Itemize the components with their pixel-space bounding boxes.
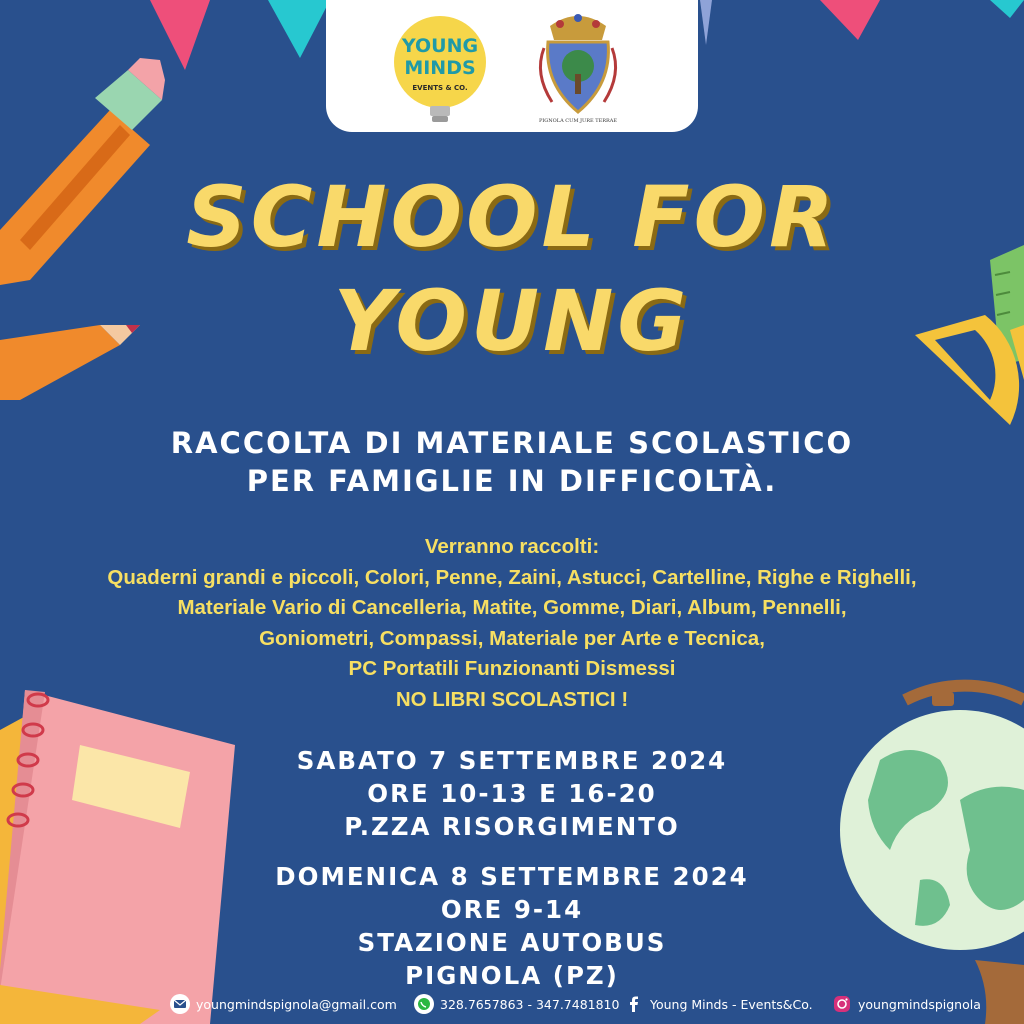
footer-phones[interactable]: [414, 994, 619, 1014]
email-text: youngmindspignola@gmail.com: [196, 996, 397, 1012]
facebook-text: Young Minds - Events&Co.: [650, 996, 813, 1012]
title-line-2: YOUNG: [333, 272, 691, 370]
event-town: PIGNOLA (PZ): [405, 961, 619, 990]
instagram-text: youngmindspignola: [858, 996, 981, 1012]
event-place: P.ZZA RISORGIMENTO: [344, 812, 680, 841]
facebook-icon: [624, 994, 644, 1014]
bunting-flag-lavender: [700, 0, 712, 45]
event-place: STAZIONE AUTOBUS: [357, 928, 667, 957]
items-line: Materiale Vario di Cancelleria, Matite, Gomme, Diari, Album, Pennelli,: [177, 596, 847, 619]
young-minds-logo: [392, 8, 488, 128]
bunting-flag-cyan-right: [990, 0, 1024, 18]
event-date: DOMENICA 8 SETTEMBRE 2024: [275, 862, 749, 891]
items-line: Quaderni grandi e piccoli, Colori, Penne, Zaini, Astucci, Cartelline, Righe e Righelli,: [107, 565, 917, 589]
logo-events-text: EVENTS & CO.: [412, 84, 468, 92]
title-line-1: SCHOOL FOR: [186, 168, 838, 266]
logo-young-text: YOUNG: [401, 35, 479, 57]
footer-facebook[interactable]: [624, 994, 813, 1014]
whatsapp-icon: [414, 994, 434, 1014]
footer-email[interactable]: [170, 994, 397, 1014]
bunting-flag-pink-right: [820, 0, 880, 40]
no-books-notice: NO LIBRI SCOLASTICI !: [395, 687, 629, 711]
collected-items-list: [0, 532, 1024, 715]
phones-text: 328.7657863 - 347.7481810: [440, 996, 620, 1012]
contact-footer: [0, 990, 1024, 1018]
subtitle-line-2: PER FAMIGLIE IN DIFFICOLTÀ.: [246, 464, 778, 498]
instagram-icon: [832, 994, 852, 1014]
bunting-flag-cyan: [268, 0, 330, 58]
items-line: Goniometri, Compassi, Materiale per Arte e Tecnica,: [259, 626, 765, 650]
logo-minds-text: MINDS: [404, 57, 476, 79]
email-icon: [170, 994, 190, 1014]
event-time: ORE 9-14: [440, 895, 584, 924]
event-time: ORE 10-13 E 16-20: [367, 779, 657, 808]
items-line: PC Portatili Funzionanti Dismessi: [348, 657, 676, 680]
municipal-crest: [530, 4, 626, 126]
bunting-flag-pink: [150, 0, 210, 70]
footer-instagram[interactable]: [832, 994, 981, 1014]
items-heading: Verranno raccolti:: [424, 535, 600, 558]
event-saturday: [0, 744, 1024, 843]
event-date: SABATO 7 SETTEMBRE 2024: [296, 746, 728, 775]
logo-card: [326, 0, 698, 132]
crest-motto: PIGNOLA CUM JURE TERRAE: [538, 118, 618, 124]
event-sunday: [0, 860, 1024, 992]
subtitle-line-1: RACCOLTA DI MATERIALE SCOLASTICO: [170, 426, 854, 460]
